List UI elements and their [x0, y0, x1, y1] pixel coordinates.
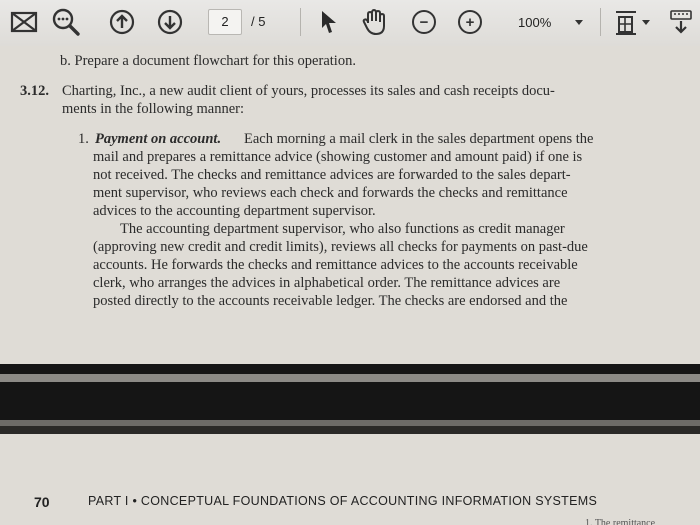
paragraph-line: (approving new credit and credit limits), reviews all checks for payments on past-due — [93, 239, 588, 255]
page-total: / 5 — [251, 14, 266, 29]
paragraph-line: advices to the accounting department supervisor. — [93, 203, 376, 219]
fit-page-icon[interactable] — [614, 6, 638, 38]
item-number: 1. — [78, 131, 89, 147]
previous-item: b. Prepare a document flowchart for this operation. — [60, 53, 356, 69]
current-page-input[interactable]: 2 — [208, 9, 242, 35]
toolbar-divider — [300, 8, 301, 36]
paragraph-line: not received. The checks and remittance advices are forwarded to the sales depart- — [93, 167, 571, 183]
next-page-sliver: 1. The remittance — [585, 518, 656, 525]
hand-icon[interactable] — [360, 6, 388, 38]
footer-part-title: PART I • CONCEPTUAL FOUNDATIONS OF ACCOUNTING INFORMATION SYSTEMS — [88, 494, 598, 508]
toolbar-divider — [600, 8, 601, 36]
pdf-toolbar — [0, 0, 700, 46]
zoom-out-glyph: − — [412, 10, 436, 34]
paragraph-line: The accounting department supervisor, who also functions as credit manager — [120, 221, 565, 237]
page-down-icon[interactable] — [156, 6, 184, 38]
chevron-down-icon[interactable] — [575, 20, 583, 25]
zoom-select[interactable]: 100% — [518, 15, 552, 30]
zoom-in-icon[interactable] — [458, 6, 482, 38]
paragraph-line: posted directly to the accounts receivable ledger. The checks are endorsed and the — [93, 293, 568, 309]
item-first-line: Each morning a mail clerk in the sales department opens the — [244, 131, 594, 147]
item-heading: Payment on account. — [95, 131, 222, 147]
zoom-in-glyph: + — [458, 10, 482, 34]
problem-line: Charting, Inc., a new audit client of yours, processes its sales and cash receipts docu- — [62, 83, 555, 99]
page-fold-band — [0, 374, 700, 382]
paragraph-line: clerk, who arranges the advices in alphabetical order. The remittance advices are — [93, 275, 561, 291]
problem-number: 3.12. — [20, 83, 49, 99]
paragraph-line: accounts. He forwards the checks and remittance advices to the accounts receivable — [93, 257, 578, 273]
pointer-icon[interactable] — [318, 6, 340, 38]
problem-line: ments in the following manner: — [62, 101, 245, 117]
document-page — [0, 46, 700, 525]
mail-icon[interactable] — [10, 6, 38, 38]
footer-page-number: 70 — [34, 494, 50, 510]
paragraph-line: mail and prepares a remittance advice (showing customer and amount paid) if one is — [93, 149, 583, 165]
page-fold-band — [0, 426, 700, 434]
page-up-icon[interactable] — [108, 6, 136, 38]
keyboard-icon[interactable] — [668, 6, 694, 38]
paragraph-line: ment supervisor, who reviews each check and forwards the checks and remittance — [93, 185, 568, 201]
page-fold-band — [0, 382, 700, 420]
search-icon[interactable] — [50, 6, 82, 38]
zoom-out-icon[interactable] — [412, 6, 436, 38]
chevron-down-icon[interactable] — [642, 20, 650, 25]
page-fold-band — [0, 364, 700, 374]
